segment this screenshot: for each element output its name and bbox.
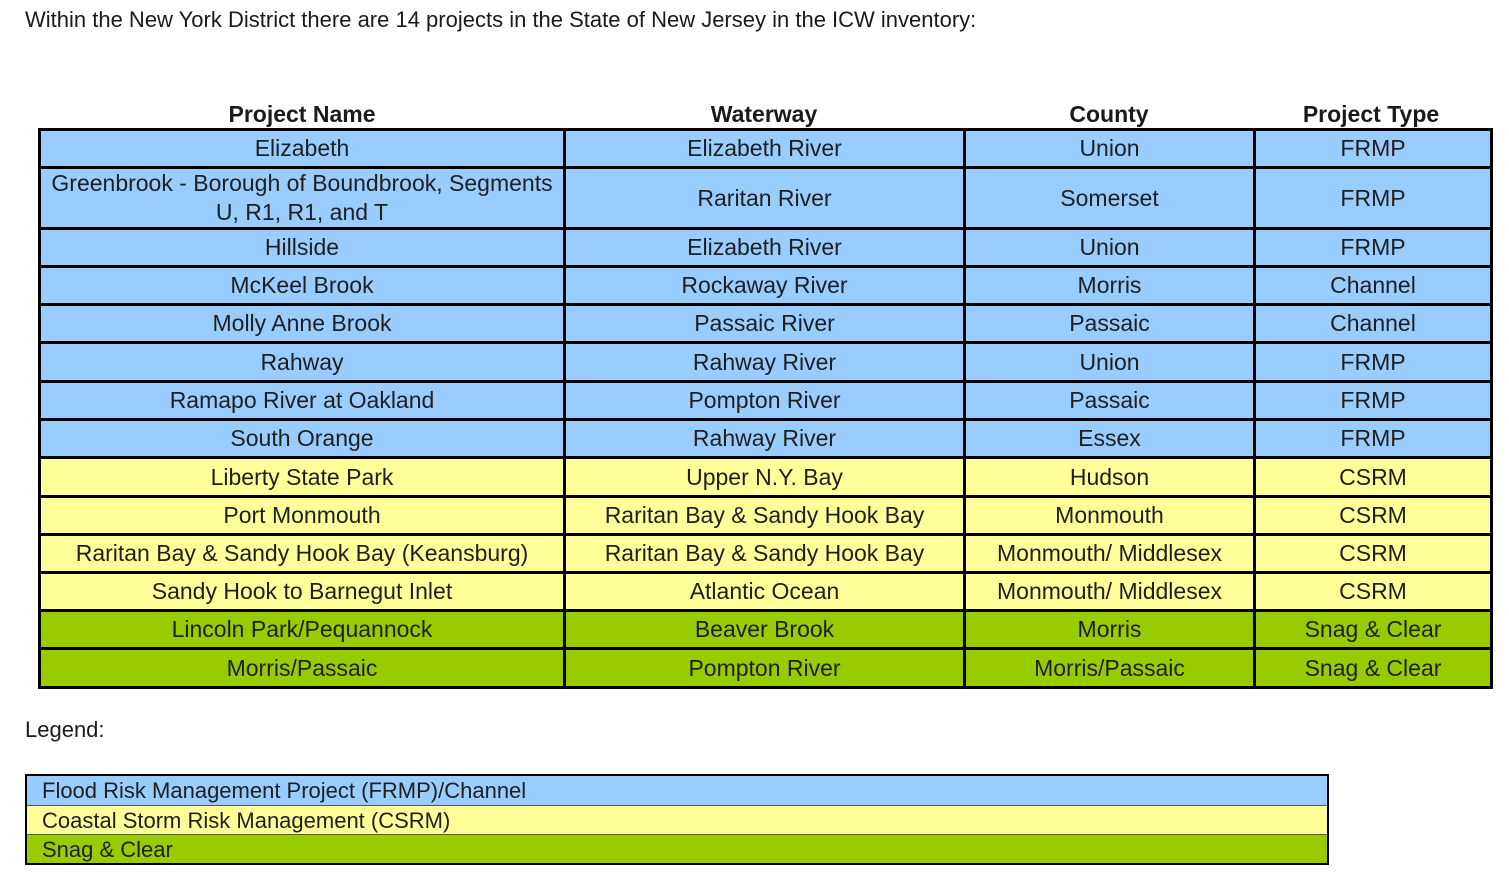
cell-project-type: FRMP [1255,229,1492,267]
cell-waterway: Raritan River [565,168,965,229]
cell-county: Essex [965,420,1255,458]
cell-county: Monmouth/ Middlesex [965,535,1255,573]
cell-waterway: Pompton River [565,382,965,420]
cell-waterway: Raritan Bay & Sandy Hook Bay [565,497,965,535]
table-row [40,611,1492,649]
cell-county: Passaic [965,382,1255,420]
cell-waterway: Beaver Brook [565,611,965,649]
cell-project-name: Molly Anne Brook [40,305,565,343]
cell-waterway: Upper N.Y. Bay [565,458,965,497]
cell-project-name: Rahway [40,343,565,382]
cell-county: Hudson [965,458,1255,497]
cell-project-name: McKeel Brook [40,267,565,305]
cell-waterway: Atlantic Ocean [565,573,965,611]
cell-waterway: Rockaway River [565,267,965,305]
cell-county: Monmouth [965,497,1255,535]
cell-project-name: Raritan Bay & Sandy Hook Bay (Keansburg) [40,535,565,573]
cell-project-name: Port Monmouth [40,497,565,535]
table-row [40,535,1492,573]
cell-project-name: Hillside [40,229,565,267]
cell-waterway: Pompton River [565,649,965,688]
cell-county: Morris [965,267,1255,305]
projects-table [38,128,1493,689]
cell-waterway: Rahway River [565,343,965,382]
cell-project-type: FRMP [1255,420,1492,458]
table-row [40,229,1492,267]
cell-project-type: Channel [1255,305,1492,343]
cell-project-name: Lincoln Park/Pequannock [40,611,565,649]
table-header-row [40,98,1488,130]
header-project-name: Project Name [228,101,376,127]
cell-project-name: Liberty State Park [40,458,565,497]
cell-county: Union [965,343,1255,382]
legend-title: Legend: [25,717,105,742]
table-row [40,305,1492,343]
table-row [40,382,1492,420]
cell-project-type: CSRM [1255,573,1492,611]
cell-project-type: FRMP [1255,130,1492,168]
table-row [40,267,1492,305]
cell-county: Somerset [965,168,1255,229]
cell-waterway: Elizabeth River [565,130,965,168]
legend-item-csrm: Coastal Storm Risk Management (CSRM) [27,805,1327,834]
table-row [40,458,1492,497]
cell-project-type: Channel [1255,267,1492,305]
legend-item-frmp: Flood Risk Management Project (FRMP)/Channel [27,776,1327,805]
cell-project-type: FRMP [1255,168,1492,229]
cell-project-type: FRMP [1255,343,1492,382]
table-row [40,420,1492,458]
cell-county: Morris/Passaic [965,649,1255,688]
table-row [40,130,1492,168]
cell-project-type: Snag & Clear [1255,649,1492,688]
cell-waterway: Raritan Bay & Sandy Hook Bay [565,535,965,573]
table-row [40,343,1492,382]
header-project-type: Project Type [1302,101,1440,127]
cell-county: Union [965,130,1255,168]
cell-county: Morris [965,611,1255,649]
cell-waterway: Passaic River [565,305,965,343]
table-row [40,168,1492,229]
legend-item-snag: Snag & Clear [27,834,1327,863]
header-county: County [1069,101,1149,127]
table-row [40,497,1492,535]
cell-project-name: Morris/Passaic [40,649,565,688]
header-waterway: Waterway [710,101,818,127]
cell-project-type: CSRM [1255,497,1492,535]
cell-county: Passaic [965,305,1255,343]
table-row [40,573,1492,611]
cell-project-type: FRMP [1255,382,1492,420]
projects-table-body [40,130,1492,688]
cell-project-name: Greenbrook - Borough of Boundbrook, Segments U, R1, R1, and T [40,168,565,229]
cell-project-name: South Orange [40,420,565,458]
cell-project-type: CSRM [1255,458,1492,497]
table-row [40,649,1492,688]
cell-project-name: Ramapo River at Oakland [40,382,565,420]
cell-county: Union [965,229,1255,267]
legend-box [25,774,1329,865]
intro-text: Within the New York District there are 14 projects in the State of New Jersey in the ICW inventory: [25,7,977,32]
cell-waterway: Elizabeth River [565,229,965,267]
cell-waterway: Rahway River [565,420,965,458]
cell-project-name: Elizabeth [40,130,565,168]
cell-county: Monmouth/ Middlesex [965,573,1255,611]
cell-project-name: Sandy Hook to Barnegut Inlet [40,573,565,611]
cell-project-type: Snag & Clear [1255,611,1492,649]
cell-project-type: CSRM [1255,535,1492,573]
